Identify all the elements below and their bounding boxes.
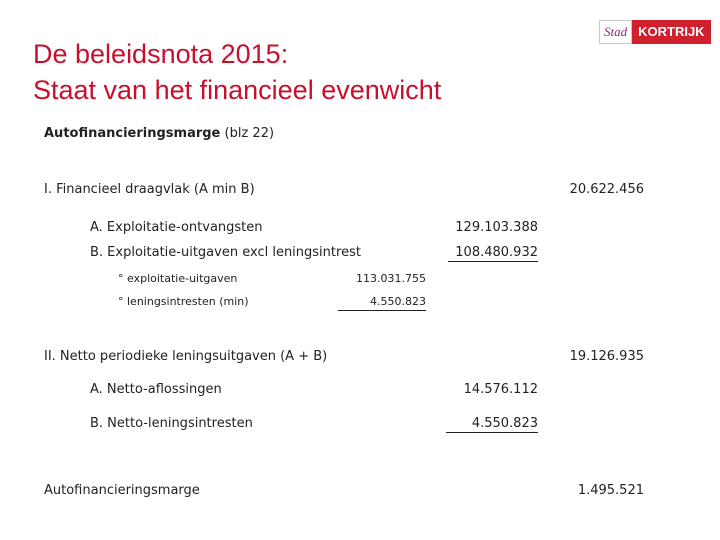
section2-a-label: A. Netto-aflossingen	[90, 382, 222, 397]
subheading	[44, 126, 274, 142]
section2-b-label: B. Netto-leningsintresten	[90, 416, 253, 431]
section1-sub1-value: 113.031.755	[356, 272, 426, 285]
section1-sub1-label: ° exploitatie-uitgaven	[118, 272, 238, 285]
page-title	[33, 36, 441, 108]
section1-b-label: B. Exploitatie-uitgaven excl leningsintrest	[90, 245, 361, 260]
subheading-title: Autofinancieringsmarge	[44, 126, 221, 141]
section2-a-value: 14.576.112	[463, 382, 538, 397]
subheading-ref: (blz 22)	[224, 126, 275, 141]
result-value: 1.495.521	[577, 483, 644, 498]
title-line-1: De beleidsnota 2015:	[33, 39, 289, 69]
stad-kortrijk-logo	[599, 20, 711, 44]
section2-total: 19.126.935	[569, 349, 644, 364]
section2-label: II. Netto periodieke leningsuitgaven (A + B)	[44, 349, 328, 364]
result-label: Autofinancieringsmarge	[44, 483, 200, 498]
title-line-2: Staat van het financieel evenwicht	[33, 75, 442, 105]
section1-a-value: 129.103.388	[455, 220, 538, 235]
section1-sub2-label: ° leningsintresten (min)	[118, 295, 249, 308]
section1-label: I. Financieel draagvlak (A min B)	[44, 182, 255, 197]
logo-city-text: KORTRIJK	[632, 20, 710, 44]
section1-a-label: A. Exploitatie-ontvangsten	[90, 220, 263, 235]
section1-b-value: 108.480.932	[448, 245, 538, 262]
logo-stad-text: Stad	[599, 20, 632, 44]
section2-b-value: 4.550.823	[446, 416, 538, 433]
section1-total: 20.622.456	[569, 182, 644, 197]
section1-sub2-value: 4.550.823	[338, 294, 426, 311]
